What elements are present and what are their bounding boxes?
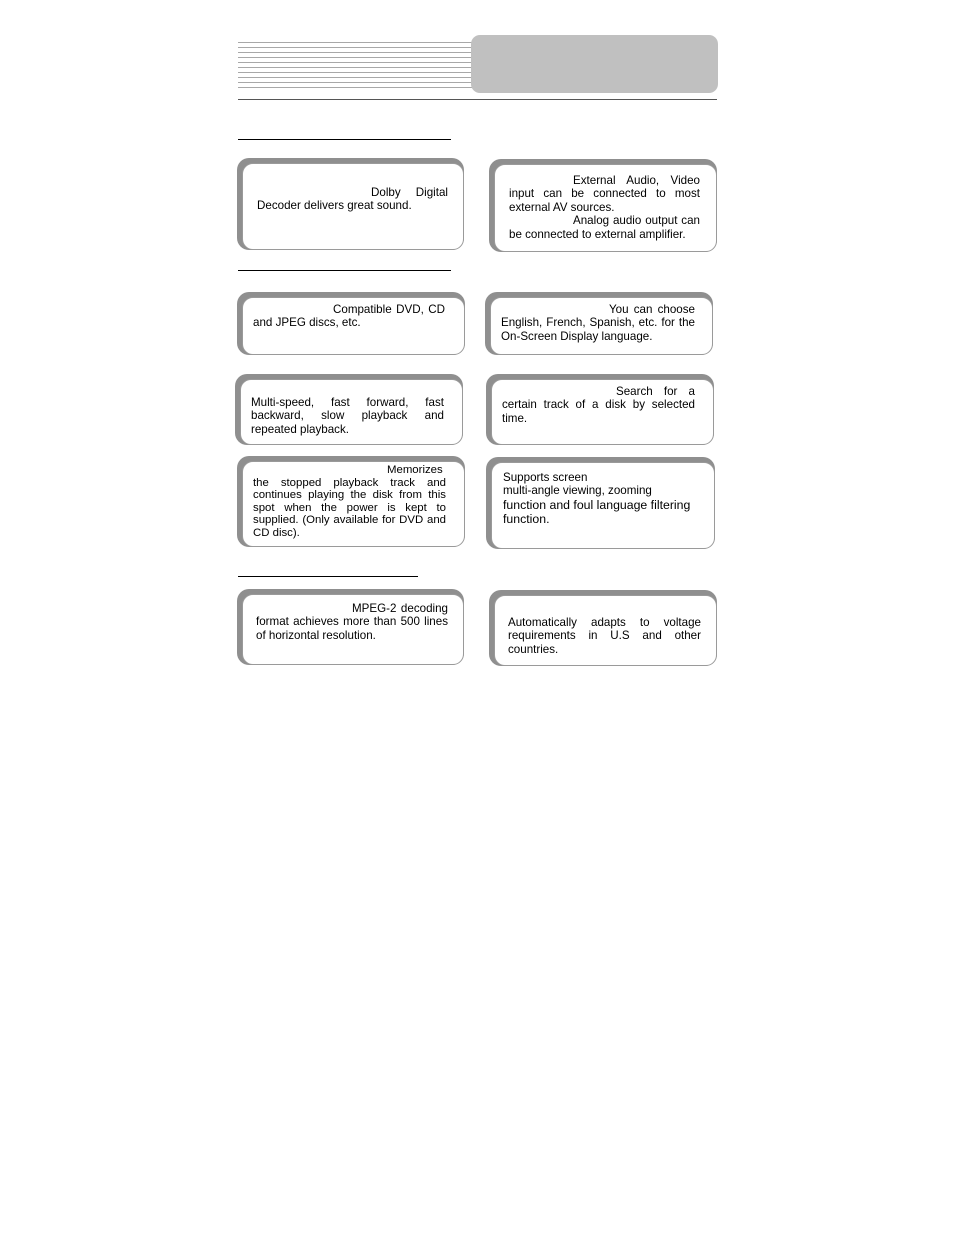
card-av-input [489,159,717,252]
header-stripes [238,42,472,88]
card-osd-language [485,292,713,355]
card-voltage [489,590,717,666]
card-compatible [237,292,465,355]
card-av-input-text-1: External Audio, Video input can be connected to most external AV sources. [509,174,700,214]
section-rule-1 [238,139,451,140]
section-rule-3 [238,576,418,577]
header-tab [471,35,718,93]
card-screen-line-1: Supports screen [503,471,588,484]
card-search [486,374,714,445]
card-mpeg [237,589,464,665]
card-dolby [237,158,464,250]
card-osd-language-text: You can choose English, French, Spanish, etc. for the On-Screen Display language. [501,303,695,343]
card-multi-speed-text: Multi-speed, fast forward, fast backward, slow playback and repeated playback. [251,396,444,436]
card-screen-line-2: multi-angle viewing, zooming [503,484,652,498]
card-multi-speed [235,374,463,445]
header-rule [238,99,717,100]
card-av-input-text-2: Analog audio output can be connected to external amplifier. [509,214,700,241]
card-screen [486,457,715,549]
card-mpeg-text: MPEG-2 decoding format achieves more than 500 lines of horizontal resolution. [256,602,448,642]
card-compatible-text: Compatible DVD, CD and JPEG discs, etc. [253,303,445,330]
section-rule-2 [238,270,451,271]
card-memorize-text: Memorizes the stopped playback track and continues playing the disk from this spot when the power is kept to supplied. (Only available for DVD and CD disc). [253,464,446,539]
card-dolby-text: Dolby Digital Decoder delivers great sound. [257,186,448,213]
card-search-text: Search for a certain track of a disk by selected time. [502,385,695,425]
card-voltage-text: Automatically adapts to voltage requirements in U.S and other countries. [508,616,701,656]
card-screen-line-3: function and foul language filtering function. [503,497,691,527]
card-memorize [237,456,465,547]
